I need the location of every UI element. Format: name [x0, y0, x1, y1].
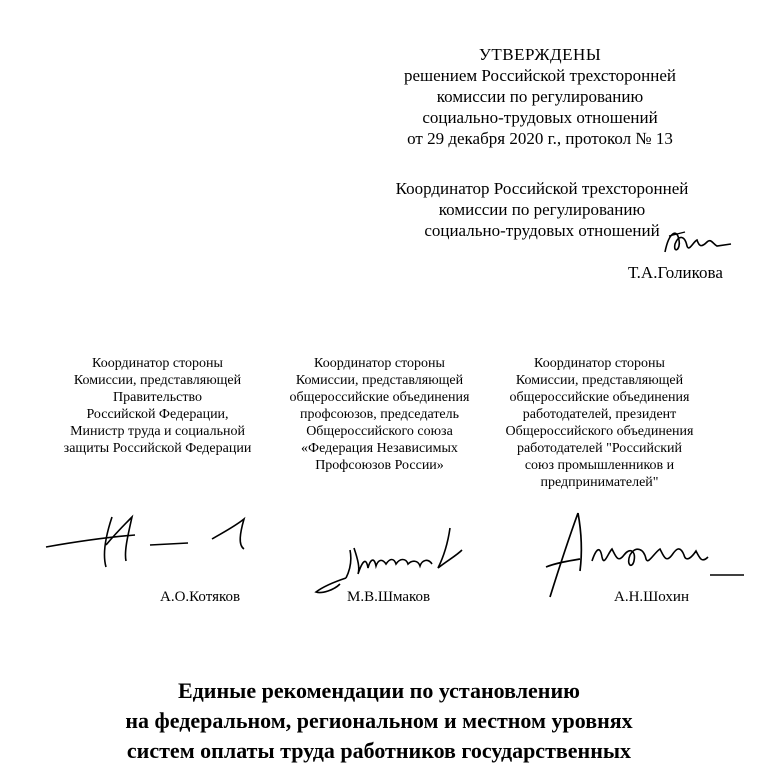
party-line: Общероссийского объединения	[505, 424, 694, 439]
party-line: Комиссии, представляющей	[295, 373, 464, 388]
party-line: Российской Федерации,	[86, 407, 229, 422]
signature-golikova	[655, 222, 735, 262]
approval-line: комиссии по регулированию	[436, 87, 644, 106]
approval-line: решением Российской трехсторонней	[403, 66, 677, 85]
party-line: общероссийские объединения	[289, 390, 470, 405]
party-line: Координатор стороны	[534, 356, 665, 371]
party-column-government	[50, 355, 265, 457]
party-column-employers	[492, 355, 707, 491]
document-title	[0, 676, 758, 766]
title-line: систем оплаты труда работников государственных	[126, 738, 632, 763]
party-line: защиты Российской Федерации	[63, 441, 252, 456]
title-line: Единые рекомендации по установлению	[178, 678, 580, 703]
party-line: работодателей "Российский	[516, 441, 683, 456]
party-line: Координатор стороны	[92, 356, 223, 371]
party-signer-name: А.О.Котяков	[160, 589, 241, 605]
party-line: предпринимателей"	[540, 475, 659, 490]
approval-line: социально-трудовых отношений	[422, 108, 658, 127]
approval-line: от 29 декабря 2020 г., протокол № 13	[407, 129, 673, 148]
party-line: союз промышленников и	[524, 458, 675, 473]
party-signer-name: М.В.Шмаков	[347, 589, 431, 605]
party-line: Комиссии, представляющей	[515, 373, 684, 388]
party-line: работодателей, президент	[522, 407, 677, 422]
party-line: «Федерация Независимых	[301, 441, 458, 456]
approval-block	[370, 44, 710, 149]
approval-heading: УТВЕРЖДЕНЫ	[478, 45, 602, 64]
party-line: Правительство	[113, 390, 202, 405]
coordinator-line: комиссии по регулированию	[438, 200, 646, 219]
party-line: Комиссии, представляющей	[73, 373, 242, 388]
coordinator-line: социально-трудовых отношений	[424, 221, 660, 240]
party-column-unions	[272, 355, 487, 474]
party-line: профсоюзов, председатель	[299, 407, 460, 422]
signature-shmakov	[310, 520, 480, 600]
party-line: Координатор стороны	[314, 356, 445, 371]
coordinator-name: Т.А.Голикова	[628, 263, 723, 282]
coordinator-line: Координатор Российской трехсторонней	[395, 179, 689, 198]
party-line: Профсоюзов России»	[315, 458, 444, 473]
title-line: на федеральном, региональном и местном уровнях	[125, 708, 633, 733]
party-signer-name: А.Н.Шохин	[614, 589, 689, 605]
party-line: Министр труда и социальной	[70, 424, 245, 439]
signature-kotyakov	[40, 505, 270, 580]
party-line: Общероссийского союза	[306, 424, 453, 439]
party-line: общероссийские объединения	[509, 390, 690, 405]
